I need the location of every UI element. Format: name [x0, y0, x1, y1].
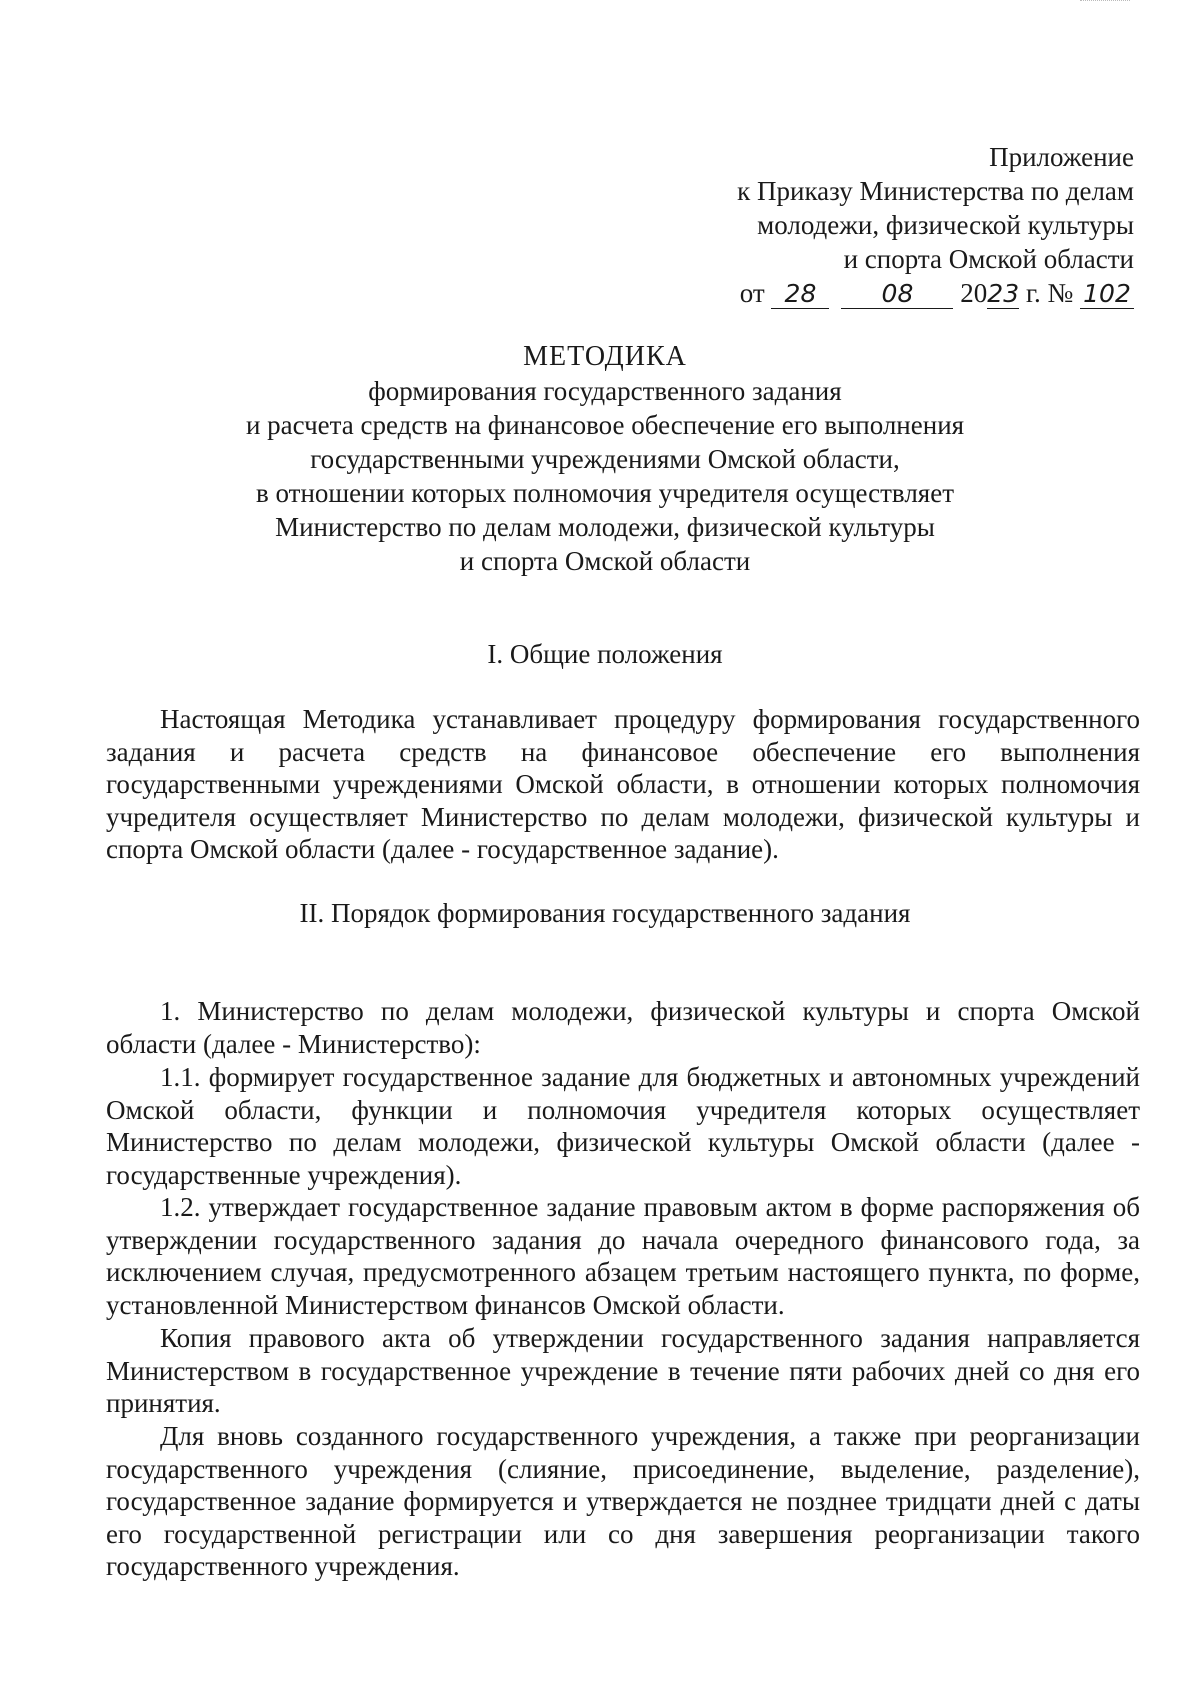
paragraph-text: 1. Министерство по делам молодежи, физической культуры и спорта Омской области (далее - Министерство):	[106, 996, 1140, 1059]
copy-paragraph	[106, 1322, 1140, 1420]
appendix-order-ref: к Приказу Министерства по делам	[737, 176, 1134, 206]
clause-1	[106, 995, 1140, 1060]
date-prefix: от	[739, 278, 765, 308]
handwritten-day: 28	[771, 280, 829, 309]
new-institution-paragraph	[106, 1420, 1140, 1583]
handwritten-month: 08	[841, 280, 953, 309]
title-line: государственными учреждениями Омской области,	[310, 444, 900, 474]
section-1-heading: I. Общие положения	[487, 639, 723, 669]
title-main: МЕТОДИКА	[523, 341, 687, 372]
appendix-label: Приложение	[989, 142, 1134, 172]
handwritten-order-number: 102	[1080, 280, 1134, 309]
clause-1-1	[106, 1061, 1140, 1191]
year-number-label: г. №	[1025, 278, 1074, 308]
scan-edge-mark	[1080, 0, 1130, 4]
paragraph-text: Копия правового акта об утверждении государственного задания направляется Министерством в государственное учреждение в течение пяти рабочих дней со дня его принятия.	[106, 1323, 1140, 1418]
appendix-region-line: и спорта Омской области	[843, 244, 1134, 274]
appendix-header	[737, 140, 1134, 310]
paragraph-text: Для вновь созданного государственного учреждения, а также при реорганизации государственного учреждения (слияние, присоединение, выделение, разделение), государственное задание формируется и утверждается не позднее тридцати дней с даты его государственной регистрации или со дня завершения реорганизации такого государственного учреждения.	[106, 1421, 1140, 1581]
clause-1-2	[106, 1191, 1140, 1321]
title-line: Министерство по делам молодежи, физической культуры	[275, 512, 935, 542]
paragraph-text: 1.1. формирует государственное задание для бюджетных и автономных учреждений Омской области, функции и полномочия учредителя которых осуществляет Министерство по делам молодежи, физической культуры Омской области (далее - государственные учреждения).	[106, 1062, 1140, 1190]
document-title	[60, 340, 1150, 578]
handwritten-year: 23	[987, 279, 1020, 308]
title-line: формирования государственного задания	[368, 376, 842, 406]
appendix-date-line	[737, 276, 1134, 310]
paragraph-text: Настоящая Методика устанавливает процедуру формирования государственного задания и расчета средств на финансовое обеспечение его выполнения государственными учреждениями Омской области, в отношении которых полномочия учредителя осуществляет Министерство по делам молодежи, физической культуры и спорта Омской области (далее - государственное задание).	[106, 704, 1140, 864]
year-prefix: 20	[960, 278, 988, 308]
paragraph-text: 1.2. утверждает государственное задание правовым актом в форме распоряжения об утверждении государственного задания до начала очередного финансового года, за исключением случая, предусмотренного абзацем третьим настоящего пункта, по форме, установленной Министерством финансов Омской области.	[106, 1192, 1140, 1320]
title-line: и расчета средств на финансовое обеспечение его выполнения	[245, 410, 965, 440]
appendix-ministry-line: молодежи, физической культуры	[757, 210, 1134, 240]
title-line: и спорта Омской области	[459, 546, 751, 576]
title-line: в отношении которых полномочия учредителя осуществляет	[256, 478, 954, 508]
section-2-heading: II. Порядок формирования государственного задания	[299, 898, 911, 928]
section-1-paragraph	[106, 703, 1140, 866]
